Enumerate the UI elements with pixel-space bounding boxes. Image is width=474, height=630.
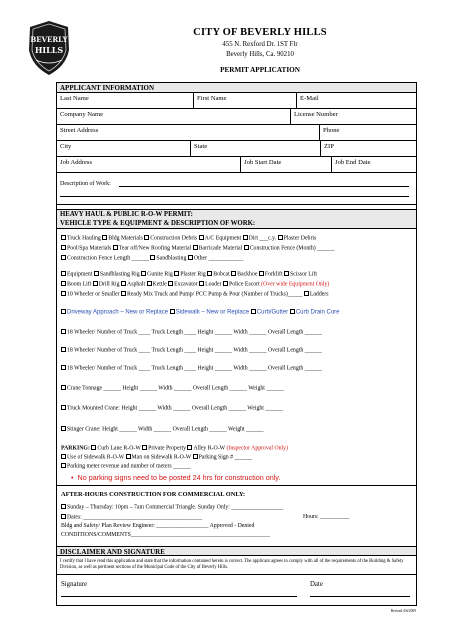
- sandblasting-rig-checkbox[interactable]: [94, 271, 99, 276]
- after-hours-sunday: Sunday – Thursday: 10pm – 7am Commercial Triangle. Sunday Only: __________________: [61, 504, 283, 511]
- svg-text:BEVERLY: BEVERLY: [30, 35, 68, 44]
- stinger-crane-checkbox[interactable]: [61, 426, 66, 431]
- boom-lift-checkbox[interactable]: [61, 281, 66, 286]
- section-after-hours: AFTER-HOURS CONSTRUCTION FOR COMMERCIAL ONLY:: [61, 491, 246, 498]
- svg-text:HILLS: HILLS: [34, 45, 64, 55]
- plaster-rig-checkbox[interactable]: [174, 271, 179, 276]
- row-company: [57, 109, 416, 125]
- description-input-line-2[interactable]: [60, 191, 409, 197]
- job-start-date-field[interactable]: Job Start Date: [240, 157, 331, 172]
- date-label: Date: [310, 581, 323, 588]
- asphalt-checkbox[interactable]: [121, 281, 126, 286]
- ladders-checkbox[interactable]: [304, 291, 309, 296]
- state-field[interactable]: State: [190, 141, 320, 156]
- after-hours-dates: Dates: _________________________________________: [61, 514, 202, 521]
- row-street: [57, 125, 416, 141]
- barricade-checkbox[interactable]: [193, 245, 198, 250]
- backhoe-checkbox[interactable]: [231, 271, 236, 276]
- divider: [57, 485, 416, 486]
- row-job: [57, 157, 416, 173]
- section-heavy-haul: HEAVY HAUL & PUBLIC R-O-W PERMIT: VEHICLE TYPE & EQUIPMENT & DESCRIPTION OF WORK:: [57, 209, 416, 229]
- truck-crane-checkbox[interactable]: [61, 405, 66, 410]
- parking-notice: • No parking signs need to be posted 24 hrs for construction only.: [71, 473, 281, 482]
- row-name: [57, 93, 416, 109]
- ten-wheeler-checkbox[interactable]: [61, 291, 66, 296]
- row-city: [57, 141, 416, 157]
- wheeler-3-checkbox[interactable]: [61, 365, 66, 370]
- sandblasting-checkbox[interactable]: [150, 255, 155, 260]
- conditions-comments[interactable]: CONDITIONS/COMMENTS________________________________________________: [61, 532, 271, 538]
- signature-label: Signature: [61, 581, 88, 588]
- drill-rig-checkbox[interactable]: [93, 281, 98, 286]
- parking-line-2: Use of Sidewalk R-O-W Man on Sidewalk R-O-W Parking Sign # ______: [61, 454, 252, 461]
- wheeler-2-checkbox[interactable]: [61, 347, 66, 352]
- vehicle-line-3: Construction Fence Length ______ Sandblasting Other ____________: [61, 255, 243, 262]
- curb-lane-checkbox[interactable]: [91, 445, 96, 450]
- truck-crane-line: Truck Mounted Crane: Height ______ Width ______ Overall Length ______ Weight ______: [61, 405, 283, 412]
- vehicle-line-1: Truck Hauling Bldg Materials Construction Debris A/C Equipment Dirt ___c.y. Plaster Debris: [61, 235, 316, 242]
- parking-line-1: PARKING: Curb Lane R-O-W Private Property Alley R-O-W (Inspector Approval Only): [61, 445, 288, 452]
- row-work-line: Driveway Approach – New or Replace Sidewalk – New or Replace Curb/Gutter Curb Drain Core: [61, 309, 340, 316]
- scissor-lift-checkbox[interactable]: [284, 271, 289, 276]
- license-number-field[interactable]: License Number: [290, 109, 418, 124]
- equipment-line-1: Equipment Sandblasting Rig Gunite Rig Plaster Rig Bobcat Backhoe Forklift Scissor Lift: [61, 271, 317, 278]
- wheeler-line-1: 18 Wheeler/ Number of Truck ____ Truck Length ____ Height ______ Width ______ Overall Length ______: [61, 329, 322, 336]
- loader-checkbox[interactable]: [199, 281, 204, 286]
- parking-sign-checkbox[interactable]: [193, 454, 198, 459]
- city-field[interactable]: City: [60, 143, 72, 150]
- wheeler-line-2: 18 Wheeler/ Number of Truck ____ Truck Length ____ Height ______ Width ______ Overall Length ______: [61, 347, 322, 354]
- company-name-field[interactable]: Company Name: [60, 111, 104, 118]
- police-escort-checkbox[interactable]: [223, 281, 228, 286]
- private-property-checkbox[interactable]: [142, 445, 147, 450]
- truck-hauling-checkbox[interactable]: [61, 235, 66, 240]
- use-sidewalk-checkbox[interactable]: [61, 454, 66, 459]
- plaster-debris-checkbox[interactable]: [278, 235, 283, 240]
- sidewalk-checkbox[interactable]: [170, 309, 175, 314]
- job-address-field[interactable]: Job Address: [60, 159, 93, 166]
- roofing-checkbox[interactable]: [113, 245, 118, 250]
- dates-checkbox[interactable]: [61, 514, 66, 519]
- email-field[interactable]: E-Mail: [296, 93, 418, 108]
- city-name: CITY OF BEVERLY HILLS: [193, 27, 327, 38]
- gunite-rig-checkbox[interactable]: [141, 271, 146, 276]
- equipment-checkbox[interactable]: [61, 271, 66, 276]
- signature-input[interactable]: [61, 591, 297, 597]
- stinger-line: Stinger Crane: Height ______ Width ______ Overall Length ______ Weight ______: [61, 426, 263, 433]
- bobcat-checkbox[interactable]: [207, 271, 212, 276]
- phone-field[interactable]: Phone: [319, 125, 418, 140]
- other-checkbox[interactable]: [188, 255, 193, 260]
- dirt-checkbox[interactable]: [243, 235, 248, 240]
- bldg-materials-checkbox[interactable]: [102, 235, 107, 240]
- pool-spa-checkbox[interactable]: [61, 245, 66, 250]
- wheeler-line-3: 18 Wheeler/ Number of Truck ____ Truck Length ____ Height ______ Width ______ Overall Length ______: [61, 365, 322, 372]
- curb-gutter-checkbox[interactable]: [251, 309, 256, 314]
- last-name-field[interactable]: Last Name: [60, 95, 89, 102]
- man-sidewalk-checkbox[interactable]: [126, 454, 131, 459]
- disclaimer-text: I certify that I have read this application and state that the information contained herein is correct. The applicant agrees to comply with all of the requirements of the Building & Safety Division, as well as pertinent sections of the Municipal Code of the City of Beverly Hills.: [60, 559, 404, 571]
- row-signature: [57, 577, 416, 597]
- kettle-checkbox[interactable]: [147, 281, 152, 286]
- permit-form: [56, 82, 417, 606]
- ready-mix-checkbox[interactable]: [121, 291, 126, 296]
- city-seal-logo: [26, 20, 72, 76]
- page-title: PERMIT APPLICATION: [220, 66, 300, 74]
- crane-checkbox[interactable]: [61, 385, 66, 390]
- ac-equipment-checkbox[interactable]: [199, 235, 204, 240]
- equipment-line-3: 10 Wheeler or Smaller Ready Mix Truck and Pump/ PCC Pump & Pour (Number of Trucks)_____ Ladders: [61, 291, 328, 298]
- row-description: [57, 173, 416, 205]
- vehicle-line-2: Pool/Spa Materials Tear off/New Roofing Material Barricade Material Construction Fence (Month) ______: [61, 245, 335, 252]
- curb-drain-checkbox[interactable]: [290, 309, 295, 314]
- parking-line-3: Parking meter revenue and number of meters ______: [61, 463, 190, 470]
- job-end-date-field[interactable]: Job End Date: [331, 157, 418, 172]
- section-disclaimer: DISCLAIMER AND SIGNATURE: [57, 546, 416, 556]
- inspector-note: (Inspector Approval Only): [226, 445, 288, 452]
- wheeler-1-checkbox[interactable]: [61, 329, 66, 334]
- sunday-thursday-checkbox[interactable]: [61, 504, 66, 509]
- section-applicant: APPLICANT INFORMATION: [57, 83, 416, 93]
- alley-checkbox[interactable]: [187, 445, 192, 450]
- driveway-checkbox[interactable]: [61, 309, 66, 314]
- equipment-line-2: Boom Lift Drill Rig Asphalt Kettle Excavator Loader Police Escort (Over wide Equipment Only): [61, 281, 329, 288]
- parking-meter-checkbox[interactable]: [61, 463, 66, 468]
- description-input-line-1[interactable]: [119, 181, 409, 187]
- over-wide-note: (Over wide Equipment Only): [261, 281, 330, 288]
- construction-fence-length-checkbox[interactable]: [61, 255, 66, 260]
- city-address: 455 N. Rexford Dr. 1ST Flr Beverly Hills, Ca. 90210: [222, 41, 298, 58]
- plan-review-engineer: Bldg and Safety/ Plan Review Engineer: __________________ Approved - Denied: [61, 523, 255, 529]
- street-address-field[interactable]: Street Address: [60, 127, 99, 134]
- forklift-checkbox[interactable]: [259, 271, 264, 276]
- crane-line: Crane Tonnage ______ Height ______ Width ______ Overall Length ______ Weight ______: [61, 385, 284, 392]
- first-name-field[interactable]: First Name: [193, 93, 296, 108]
- construction-debris-checkbox[interactable]: [144, 235, 149, 240]
- excavator-checkbox[interactable]: [168, 281, 173, 286]
- after-hours-hours[interactable]: Hours: __________: [303, 514, 350, 520]
- construction-fence-month-checkbox[interactable]: [244, 245, 249, 250]
- date-input[interactable]: [310, 591, 410, 597]
- description-label: Description of Work:: [60, 181, 111, 187]
- revised-date: Revised 4/6/2009: [390, 609, 416, 613]
- page-header: [0, 0, 474, 80]
- zip-field[interactable]: ZIP: [320, 141, 418, 156]
- divider: [57, 574, 416, 575]
